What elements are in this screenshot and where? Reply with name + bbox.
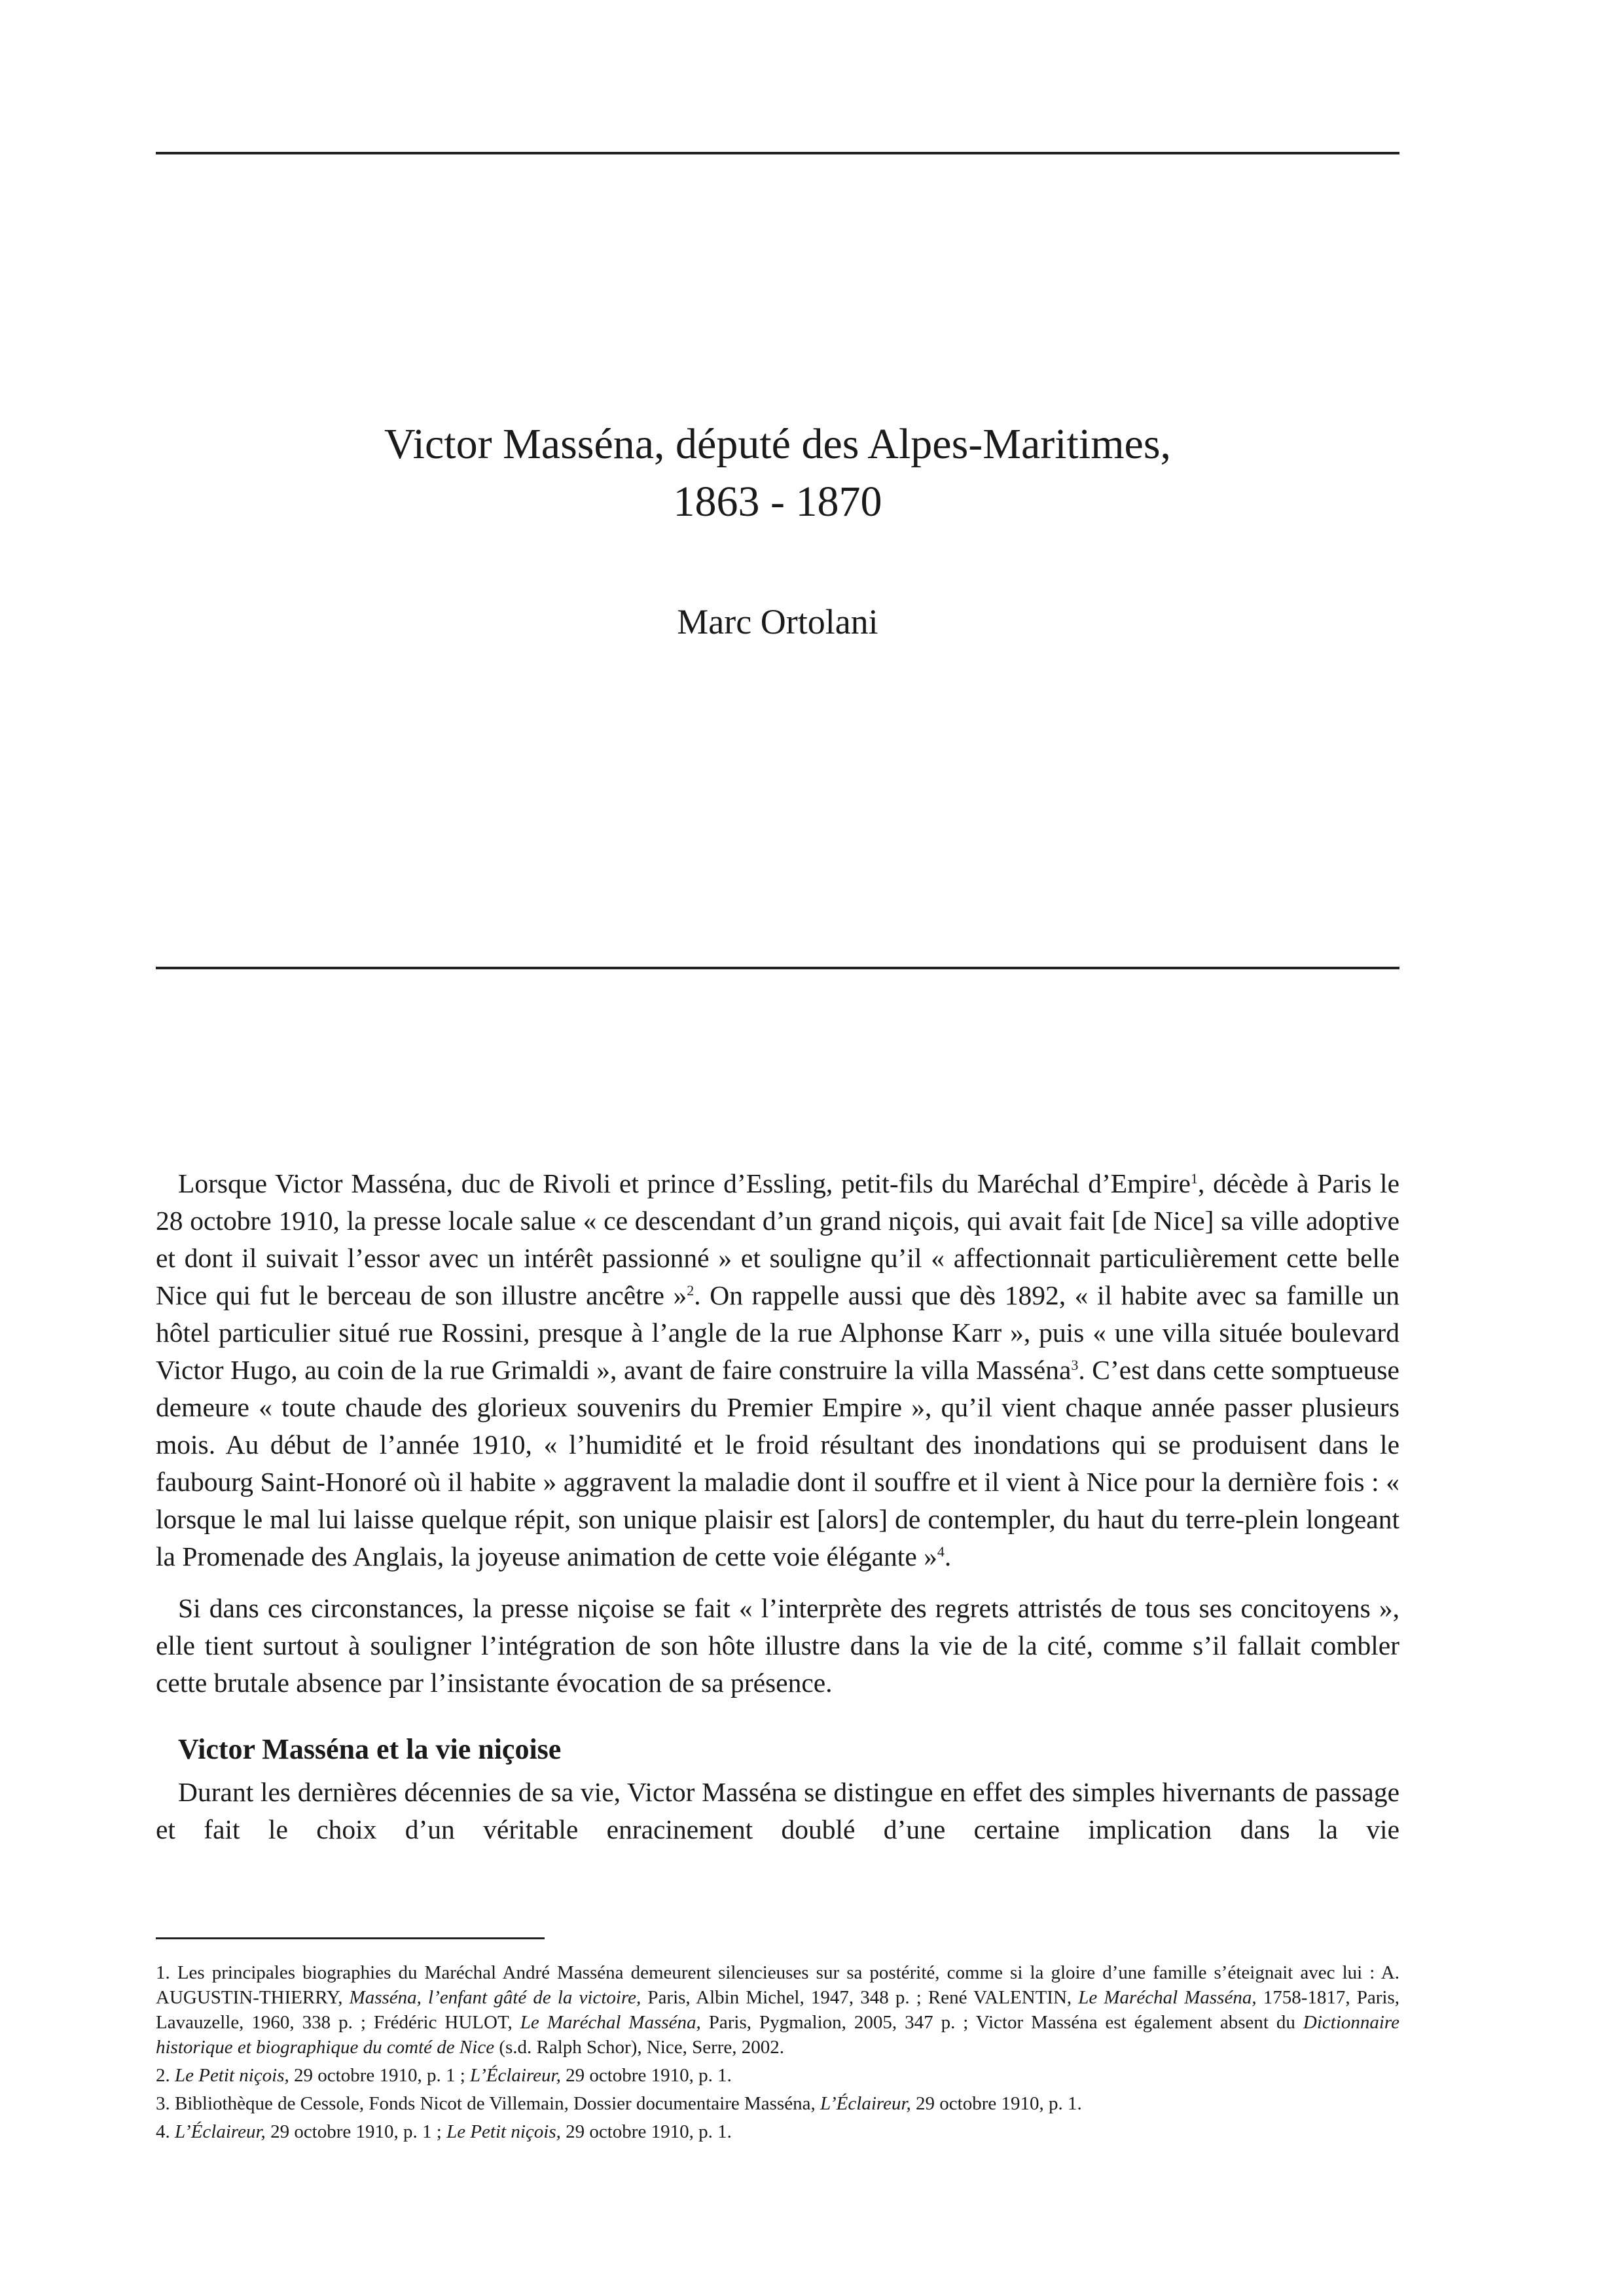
footnote-3: 3. Bibliothèque de Cessole, Fonds Nicot de Villemain, Dossier documentaire Masséna, L’Éclaireur, 29 octobre 1910, p. 1. xyxy=(156,2093,1082,2114)
header-rule xyxy=(156,152,1399,154)
footnote-2: 2. Le Petit niçois, 29 octobre 1910, p. 1 ; L’Éclaireur, 29 octobre 1910, p. 1. xyxy=(156,2065,732,2086)
footnotes xyxy=(156,1960,1399,2147)
paragraph-1: Lorsque Victor Masséna, duc de Rivoli et prince d’Essling, petit-fils du Maréchal d’Empire$^1$, décède à Paris le 28 octobre 1910, la presse locale salue « ce descendant d’un grand niçois, qui avait fait [de Nice] sa ville adoptive et dont il suivait l’essor avec un intérêt passionné » et souligne qu’il « affectionnait particulièrement cette belle Nice qui fut le berceau de son illustre ancêtre »$^2$. On rappelle aussi que dès 1892, « il habite avec sa famille un hôtel particulier situé rue Rossini, presque à l’angle de la rue Alphonse Karr », puis « une villa située boulevard Victor Hugo, au coin de la rue Grimaldi », avant de faire construire la villa Masséna$^3$. C’est dans cette somptueuse demeure « toute chaude des glorieux souvenirs du Premier Empire », qu’il vient chaque année passer plusieurs mois. Au début de l’année 1910, « l’humidité et le froid résultant des inondations qui se produisent dans le faubourg Saint-Honoré où il habite » aggravent la maladie dont il souffre et il vient à Nice pour la dernière fois : « lorsque le mal lui laisse quelque répit, son unique plaisir est [alors] de contempler, du haut du terre-plein longeant la Promenade des Anglais, la joyeuse animation de cette voie élégante »$^4$. xyxy=(156,1168,1399,1571)
footnote-1: 1. Les principales biographies du Maréchal André Masséna demeurent silencieuses sur sa postérité, comme si la gloire d’une famille s’éteignait avec lui : A. AUGUSTIN-THIERRY, Masséna, l’enfant gâté de la victoire, Paris, Albin Michel, 1947, 348 p. ; René VALENTIN, Le Maréchal Masséna, 1758-1817, Paris, Lavauzelle, 1960, 338 p. ; Frédéric HULOT, Le Maréchal Masséna, Paris, Pygmalion, 2005, 347 p. ; Victor Masséna est également absent du Dictionnaire historique et biographique du comté de Nice (s.d. Ralph Schor), Nice, Serre, 2002. xyxy=(156,1962,1400,2058)
footnote-ref-3: 3 xyxy=(1071,1357,1079,1373)
footnote-separator xyxy=(156,1937,545,1939)
footnote-ref-2: 2 xyxy=(687,1282,695,1299)
footnote-ref-1: 1 xyxy=(1190,1170,1198,1187)
paragraph-2: Si dans ces circonstances, la presse niçoise se fait « l’interprète des regrets attristés de tous ses concitoyens », elle tient surtout à souligner l’intégration de son hôte illustre dans la vie de la cité, comme s’il fallait combler cette brutale absence par l’insistante évocation de sa présence. xyxy=(156,1593,1399,1698)
article-title xyxy=(156,416,1399,531)
paragraph-3: Durant les dernières décennies de sa vie, Victor Masséna se distingue en effet des simples hivernants de passage et fait le choix d’un véritable enracinement doublé d’une certaine implication dans la vie xyxy=(156,1777,1399,1844)
title-line-1: Victor Masséna, député des Alpes-Maritimes, xyxy=(384,420,1172,468)
footnote-ref-4: 4 xyxy=(937,1543,945,1560)
footnote-4: 4. L’Éclaireur, 29 octobre 1910, p. 1 ; Le Petit niçois, 29 octobre 1910, p. 1. xyxy=(156,2121,732,2142)
title-line-2: 1863 - 1870 xyxy=(673,478,882,526)
article-author: Marc Ortolani xyxy=(677,602,878,641)
article-body xyxy=(156,1165,1399,1863)
section-heading: Victor Masséna et la vie niçoise xyxy=(178,1733,562,1765)
title-block-rule xyxy=(156,967,1399,969)
